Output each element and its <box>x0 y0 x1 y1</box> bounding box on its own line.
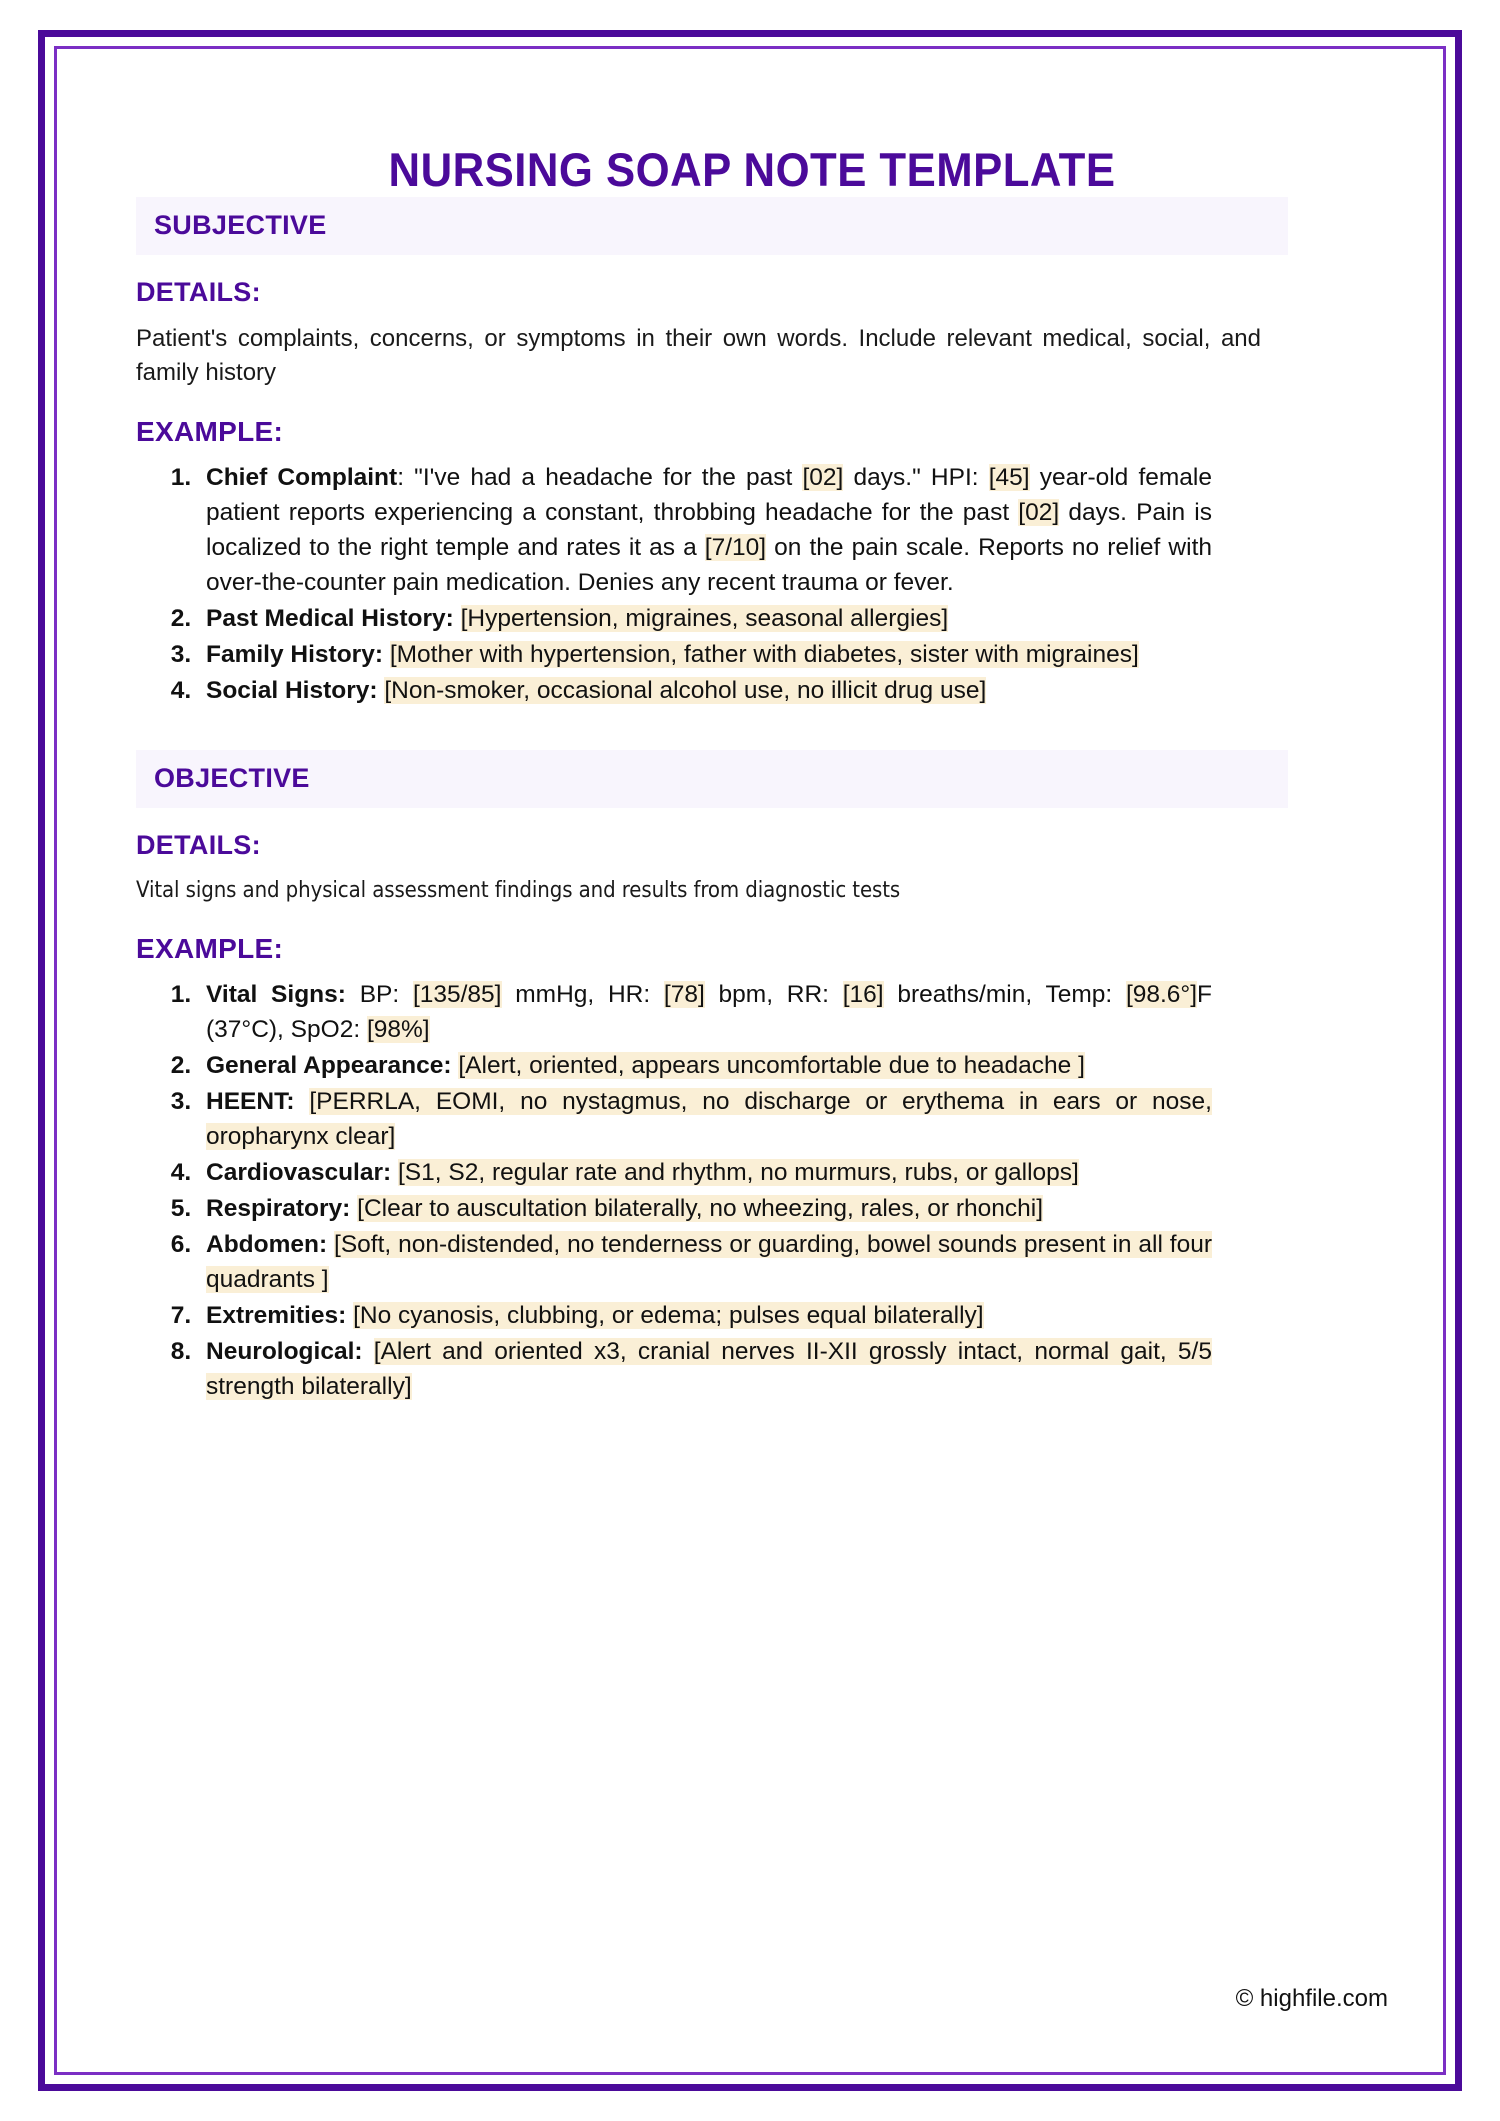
section-subjective <box>112 197 1392 708</box>
page-title: NURSING SOAP NOTE TEMPLATE <box>388 143 1116 196</box>
list-item <box>198 601 1212 636</box>
highlighted-placeholder: [Alert, oriented, appears uncomfortable due to headache ] <box>458 1051 1085 1079</box>
list-item-label: General Appearance: <box>206 1051 452 1079</box>
highlighted-placeholder: [78] <box>663 980 705 1008</box>
list-item-text: year-old female patient reports experiencing a constant, throbbing headache for the past <box>206 464 1213 527</box>
highlighted-placeholder: [98.6°] <box>1125 980 1198 1008</box>
example-list <box>112 977 1212 1404</box>
list-item <box>198 1334 1212 1404</box>
list-item-label: Cardiovascular: <box>206 1158 392 1186</box>
list-item-label: Respiratory: <box>206 1194 351 1222</box>
highlighted-placeholder: [Hypertension, migraines, seasonal allergies] <box>460 605 949 633</box>
list-item-label-suffix <box>391 1159 398 1186</box>
section-header-label: OBJECTIVE <box>154 763 310 794</box>
details-heading: DETAILS: <box>136 277 261 307</box>
example-list <box>112 460 1212 708</box>
list-item <box>198 1298 1212 1333</box>
list-item <box>198 1084 1212 1154</box>
list-item <box>198 1227 1212 1297</box>
list-item-label-suffix <box>346 981 360 1008</box>
list-item-label: Chief Complaint <box>206 464 398 492</box>
list-item-label-suffix <box>454 605 461 632</box>
list-item-text: on the pain scale. Reports no relief with over-the-counter pain medication. Denies any recent trauma or fever. <box>206 534 1212 597</box>
list-item-label-suffix <box>363 1338 374 1365</box>
example-heading: EXAMPLE: <box>136 416 284 448</box>
list-item-label-suffix: : <box>397 464 415 492</box>
list-item-label: HEENT: <box>206 1087 295 1115</box>
highlighted-placeholder: [7/10] <box>704 534 767 562</box>
section-header-label: SUBJECTIVE <box>154 210 327 240</box>
highlighted-placeholder: [Alert and oriented x3, cranial nerves II-XII grossly intact, normal gait, 5/5 strength bilaterally] <box>206 1337 1212 1400</box>
section-header-bar <box>136 750 1288 808</box>
list-item-label: Vital Signs: <box>206 980 346 1008</box>
list-item <box>198 1048 1212 1083</box>
highlighted-placeholder: [45] <box>988 464 1030 492</box>
list-item <box>198 637 1212 672</box>
list-item <box>198 977 1212 1047</box>
list-item-label: Past Medical History: <box>206 605 454 633</box>
list-item-text: F (37°C), SpO2: <box>206 980 1213 1043</box>
list-item-label-suffix <box>383 641 390 668</box>
list-item <box>198 1155 1212 1190</box>
section-objective <box>112 750 1392 1404</box>
highlighted-placeholder: [02] <box>1018 499 1060 527</box>
highlighted-placeholder: [PERRLA, EOMI, no nystagmus, no discharge or erythema in ears or nose, oropharynx clear] <box>206 1087 1212 1150</box>
details-heading: DETAILS: <box>136 830 261 861</box>
list-item-label: Social History: <box>206 677 378 705</box>
list-item-text: "I've had a headache for the past <box>414 464 803 492</box>
highlighted-placeholder: [98%] <box>366 1015 430 1043</box>
list-item-text: BP: <box>359 980 413 1008</box>
list-item-text: bpm, RR: <box>704 980 843 1008</box>
details-body-text: Patient's complaints, concerns, or symptoms in their own words. Include relevant medical, social, and family history <box>136 325 1261 387</box>
footer-copyright: © highfile.com <box>1235 1985 1388 2012</box>
document-content <box>112 96 1392 1405</box>
list-item <box>198 1191 1212 1226</box>
highlighted-placeholder: [Non-smoker, occasional alcohol use, no illicit drug use] <box>384 677 987 705</box>
example-heading: EXAMPLE: <box>136 932 284 964</box>
list-item <box>198 673 1212 708</box>
highlighted-placeholder: [Mother with hypertension, father with diabetes, sister with migraines] <box>389 641 1139 669</box>
section-header-bar <box>136 197 1288 255</box>
list-item-text: mmHg, HR: <box>501 980 664 1008</box>
list-item-label-suffix <box>294 1088 309 1115</box>
highlighted-placeholder: [135/85] <box>412 980 502 1008</box>
highlighted-placeholder: [02] <box>802 464 844 492</box>
list-item-text: breaths/min, Temp: <box>883 980 1126 1008</box>
highlighted-placeholder: [S1, S2, regular rate and rhythm, no murmurs, rubs, or gallops] <box>398 1158 1079 1186</box>
list-item-label: Abdomen: <box>206 1230 328 1258</box>
highlighted-placeholder: [No cyanosis, clubbing, or edema; pulses equal bilaterally] <box>353 1301 984 1329</box>
list-item-label: Neurological: <box>206 1337 363 1365</box>
list-item-text: days." HPI: <box>843 464 989 492</box>
highlighted-placeholder: [16] <box>842 980 884 1008</box>
list-item-label: Extremities: <box>206 1301 347 1329</box>
list-item <box>198 460 1212 600</box>
list-item-text: days. Pain is localized to the right temple and rates it as a <box>206 499 1212 562</box>
list-item-label: Family History: <box>206 641 383 669</box>
details-body-text: Vital signs and physical assessment findings and results from diagnostic tests <box>136 878 901 904</box>
list-item-label-suffix <box>327 1231 334 1258</box>
highlighted-placeholder: [Soft, non-distended, no tenderness or guarding, bowel sounds present in all four quadrants ] <box>206 1230 1212 1293</box>
sections-container <box>112 197 1392 1404</box>
highlighted-placeholder: [Clear to auscultation bilaterally, no wheezing, rales, or rhonchi] <box>357 1194 1044 1222</box>
